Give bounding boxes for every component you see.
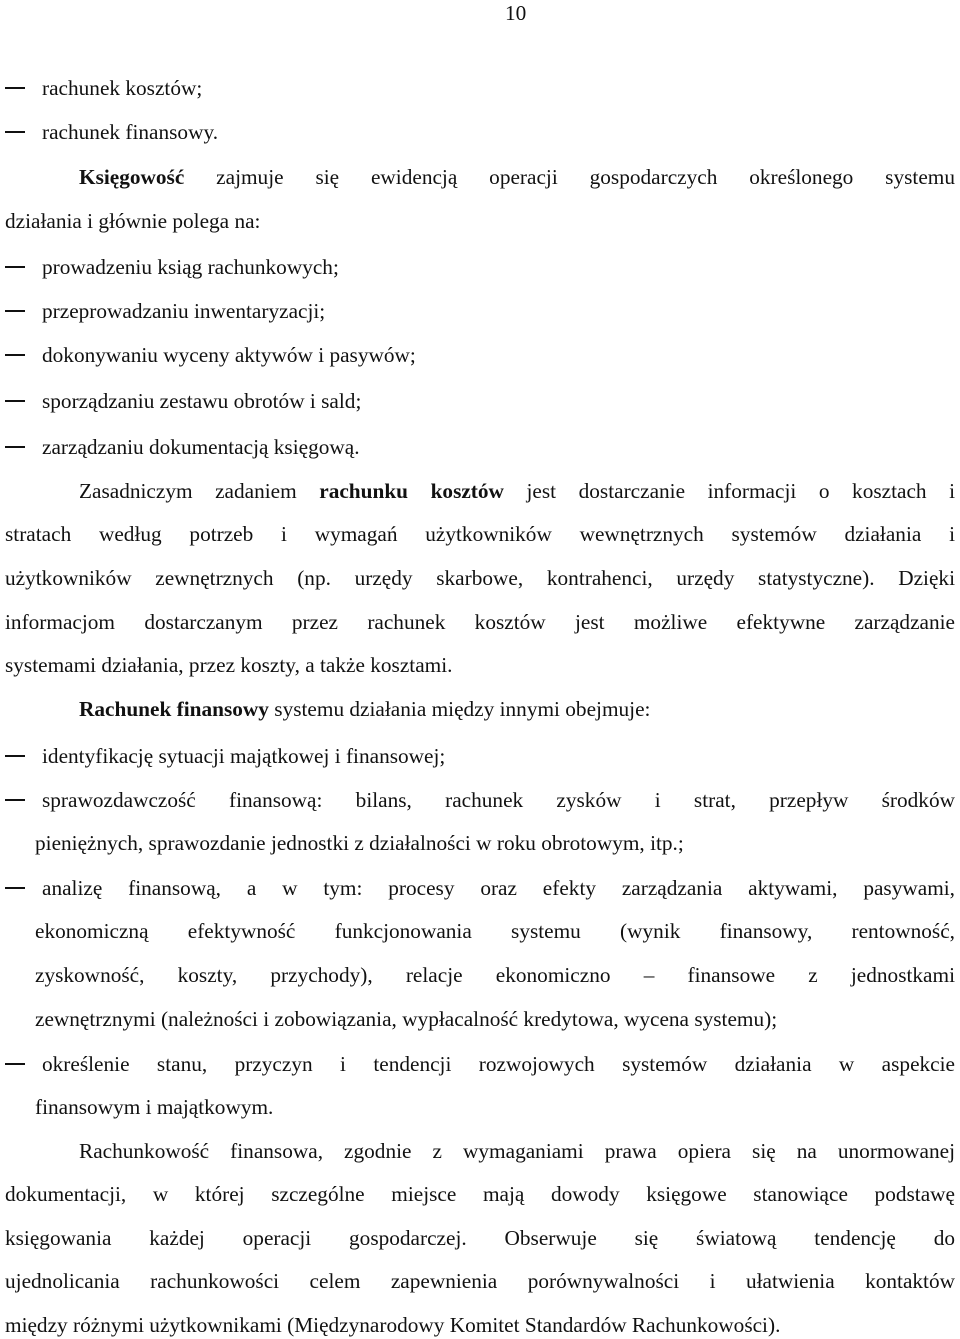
list-dash bbox=[5, 354, 25, 356]
paragraph-ksiegowosc-line: Księgowość zajmuje się ewidencją operacji gospodarczych określonego systemu bbox=[79, 165, 955, 189]
paragraph-line: księgowania każdej operacji gospodarczej. Obserwuje się światową tendencję do bbox=[5, 1226, 955, 1250]
list-item-continuation: finansowym i majątkowym. bbox=[35, 1095, 274, 1119]
list-item: identyfikację sytuacji majątkowej i finansowej; bbox=[42, 744, 446, 768]
list-item-continuation: zyskowność, koszty, przychody), relacje ekonomiczno – finansowe z jednostkami bbox=[35, 963, 955, 987]
list-dash bbox=[5, 887, 25, 889]
term-ksiegowosc: Księgowość bbox=[79, 165, 185, 189]
list-item: przeprowadzaniu inwentaryzacji; bbox=[42, 299, 326, 323]
list-dash bbox=[5, 755, 25, 757]
paragraph-line: informacjom dostarczanym przez rachunek kosztów jest możliwe efektywne zarządzanie bbox=[5, 610, 955, 634]
term-rachunek-kosztow: rachunku kosztów bbox=[319, 479, 504, 503]
list-dash bbox=[5, 310, 25, 312]
list-dash bbox=[5, 1063, 25, 1065]
paragraph-line: między różnymi użytkownikami (Międzynarodowy Komitet Standardów Rachunkowości). bbox=[5, 1313, 781, 1337]
list-item-continuation: zewnętrznymi (należności i zobowiązania, wypłacalność kredytowa, wycena systemu); bbox=[35, 1007, 778, 1031]
list-dash bbox=[5, 446, 25, 448]
list-dash bbox=[5, 400, 25, 402]
paragraph-line: działania i głównie polega na: bbox=[5, 209, 261, 233]
list-item: dokonywaniu wyceny aktywów i pasywów; bbox=[42, 343, 416, 367]
list-item: analizę finansową, a w tym: procesy oraz efekty zarządzania aktywami, pasywami, bbox=[42, 876, 955, 900]
list-dash bbox=[5, 131, 25, 133]
paragraph-rachunek-kosztow-line: Zasadniczym zadaniem rachunku kosztów jest dostarczanie informacji o kosztach i bbox=[79, 479, 956, 503]
paragraph-line: stratach według potrzeb i wymagań użytkowników wewnętrznych systemów działania i bbox=[5, 522, 955, 546]
paragraph-line: systemami działania, przez koszty, a także kosztami. bbox=[5, 653, 453, 677]
paragraph-line: ujednolicania rachunkowości celem zapewnienia porównywalności i ułatwienia kontaktów bbox=[5, 1269, 955, 1293]
paragraph-rachunek-finansowy-line: Rachunek finansowy systemu działania między innymi obejmuje: bbox=[79, 697, 651, 721]
list-dash bbox=[5, 87, 25, 89]
paragraph-line: dokumentacji, w której szczególne miejsce mają dowody księgowe stanowiące podstawę bbox=[5, 1182, 955, 1206]
list-dash bbox=[5, 266, 25, 268]
paragraph-line: Rachunkowość finansowa, zgodnie z wymaganiami prawa opiera się na unormowanej bbox=[79, 1139, 955, 1163]
list-item: zarządzaniu dokumentacją księgową. bbox=[42, 435, 360, 459]
list-item: sprawozdawczość finansową: bilans, rachunek zysków i strat, przepływ środków bbox=[42, 788, 955, 812]
list-item: określenie stanu, przyczyn i tendencji rozwojowych systemów działania w aspekcie bbox=[42, 1052, 955, 1076]
list-item-continuation: ekonomiczną efektywność funkcjonowania systemu (wynik finansowy, rentowność, bbox=[35, 919, 955, 943]
page-number: 10 bbox=[505, 1, 527, 25]
list-item: sporządzaniu zestawu obrotów i sald; bbox=[42, 389, 362, 413]
list-item: prowadzeniu ksiąg rachunkowych; bbox=[42, 255, 339, 279]
paragraph-line: użytkowników zewnętrznych (np. urzędy skarbowe, kontrahenci, urzędy statystyczne). Dzięki bbox=[5, 566, 955, 590]
list-item-continuation: pieniężnych, sprawozdanie jednostki z działalności w roku obrotowym, itp.; bbox=[35, 831, 684, 855]
list-dash bbox=[5, 799, 25, 801]
list-item: rachunek kosztów; bbox=[42, 76, 203, 100]
list-item: rachunek finansowy. bbox=[42, 120, 219, 144]
term-rachunek-finansowy: Rachunek finansowy bbox=[79, 697, 269, 721]
